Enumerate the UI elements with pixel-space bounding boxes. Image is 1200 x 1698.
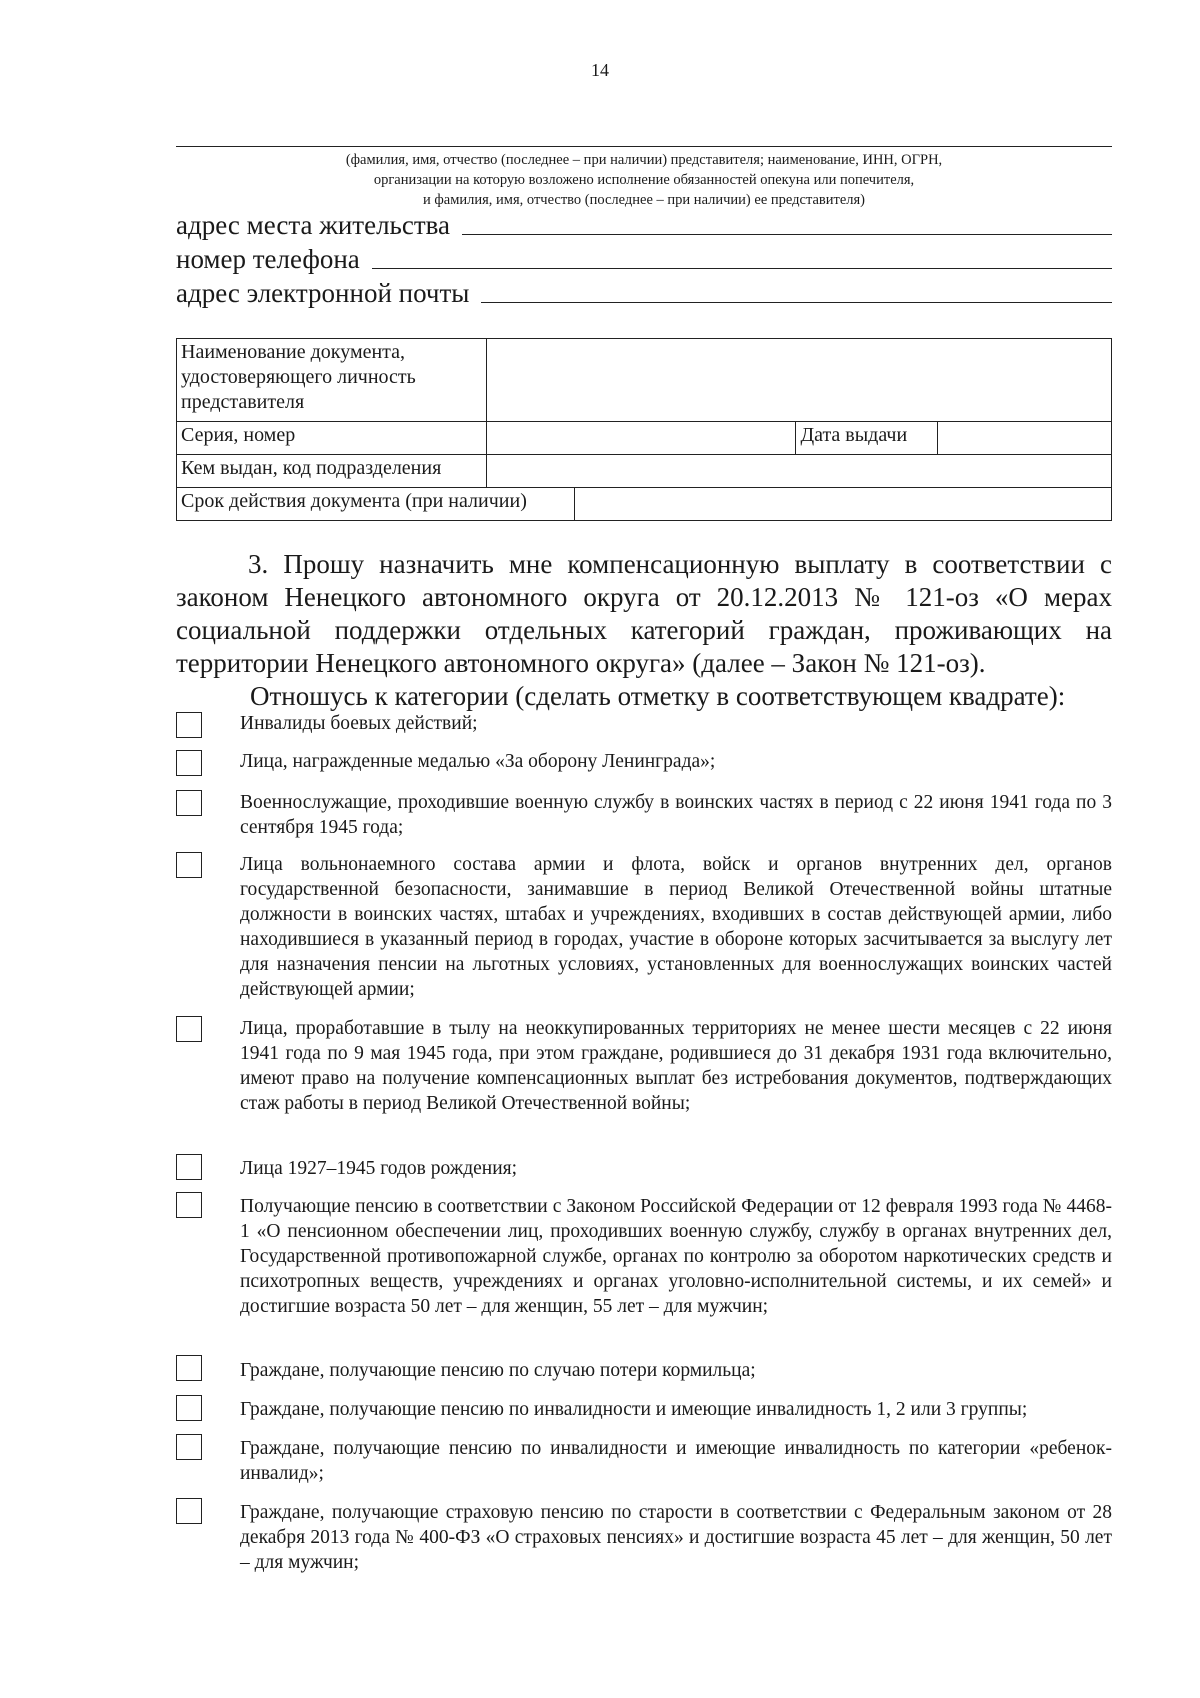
page-number: 14 xyxy=(591,60,609,80)
phone-input-line[interactable] xyxy=(372,268,1112,269)
category-text-6: Лица 1927–1945 годов рождения; xyxy=(240,1158,518,1179)
address-input-line[interactable] xyxy=(462,234,1112,235)
category-text-5: Лица, проработавшие в тылу на неоккупированных территориях не менее шести месяцев с 22 июня 1941 года по 9 мая 1945 года, при этом граждане, родившиеся до 31 декабря 1931 года включительно, имеют право на получение компенсационных выплат без истребования документов, подтверждающих стаж работы в период Великой Отечественной войны; xyxy=(240,1018,1112,1114)
representative-caption-line-2: организации на которую возложено исполнение обязанностей опекуна или попечителя, xyxy=(373,172,915,188)
representative-document-table xyxy=(176,338,1112,521)
email-field xyxy=(176,278,1112,309)
validity-cell[interactable] xyxy=(574,488,1111,521)
category-checkbox-1[interactable] xyxy=(176,712,202,738)
phone-label: номер телефона xyxy=(176,244,360,274)
series-number-cell[interactable] xyxy=(486,422,796,455)
category-checkbox-6[interactable] xyxy=(176,1154,202,1180)
category-checkbox-9[interactable] xyxy=(176,1395,202,1421)
category-checkbox-3[interactable] xyxy=(176,790,202,816)
category-checkbox-7[interactable] xyxy=(176,1192,202,1218)
category-text-7: Получающие пенсию в соответствии с Законом Российской Федерации от 12 февраля 1993 года № 4468-1 «О пенсионном обеспечении лиц, проходивших военную службу, службу в органах внутренних дел, Государственной противопожарной службе, органах по контролю за оборотом наркотических средств и психотропных веществ, учреждениях и органах уголовно-исполнительной системы, и их семей» и достигшие возраста 50 лет – для женщин, 55 лет – для мужчин; xyxy=(240,1196,1112,1317)
address-label: адрес места жительства xyxy=(176,210,451,240)
category-text-8: Граждане, получающие пенсию по случаю потери кормильца; xyxy=(240,1360,756,1381)
issued-by-cell[interactable] xyxy=(486,455,1111,488)
category-checkbox-10[interactable] xyxy=(176,1434,202,1460)
section-3-text: Прошу назначить мне компенсационную выплату в соответствии с законом Ненецкого автономного округа от 20.12.2013 № 121-оз «О мерах социальной поддержки отдельных категорий граждан, проживающих на территории Ненецкого автономного округа» (далее – Закон № 121-оз). xyxy=(176,549,1113,678)
email-input-line[interactable] xyxy=(481,302,1112,303)
issue-date-cell[interactable] xyxy=(938,422,1112,455)
document-name-cell[interactable] xyxy=(486,339,1111,422)
address-field xyxy=(176,210,1112,241)
issued-by-label: Кем выдан, код подразделения xyxy=(177,455,487,488)
category-text-10: Граждане, получающие пенсию по инвалидности и имеющие инвалидность по категории «ребенок-инвалид»; xyxy=(240,1438,1112,1484)
validity-label: Срок действия документа (при наличии) xyxy=(177,488,575,521)
series-number-label: Серия, номер xyxy=(177,422,487,455)
category-text-3: Военнослужащие, проходившие военную службу в воинских частях в период с 22 июня 1941 года по 3 сентября 1945 года; xyxy=(240,792,1112,838)
category-text-1: Инвалиды боевых действий; xyxy=(240,713,478,734)
category-text-9: Граждане, получающие пенсию по инвалидности и имеющие инвалидность 1, 2 или 3 группы; xyxy=(240,1399,1028,1420)
category-text-4: Лица вольнонаемного состава армии и флота, войск и органов внутренних дел, органов государственной безопасности, занимавшие в период Великой Отечественной войны штатные должности в воинских частях, штабах и учреждениях, входивших в состав действующей армии, либо находившиеся в указанный период в городах, участие в обороне которых засчитывается за выслугу лет для назначения пенсии на льготных условиях, установленных для военнослужащих воинских частей действующей армии; xyxy=(240,854,1112,1000)
category-text-11: Граждане, получающие страховую пенсию по старости в соответствии с Федеральным законом от 28 декабря 2013 года № 400-ФЗ «О страховых пенсиях» и достигшие возраста 45 лет – для женщин, 50 лет – для мужчин; xyxy=(240,1502,1112,1573)
document-name-label: Наименование документа, удостоверяющего личность представителя xyxy=(177,339,487,422)
representative-name-line[interactable] xyxy=(176,146,1112,147)
issue-date-label: Дата выдачи xyxy=(796,422,938,455)
category-checkbox-2[interactable] xyxy=(176,750,202,776)
representative-caption-line-1: (фамилия, имя, отчество (последнее – при наличии) представителя; наименование, ИНН, ОГРН, xyxy=(345,152,943,168)
section-3-number: 3. xyxy=(248,549,269,579)
email-label: адрес электронной почты xyxy=(176,278,470,308)
phone-field xyxy=(176,244,1112,275)
category-checkbox-5[interactable] xyxy=(176,1016,202,1042)
representative-caption-line-3: и фамилия, имя, отчество (последнее – при наличии) ее представителя) xyxy=(422,192,866,208)
category-checkbox-11[interactable] xyxy=(176,1498,202,1524)
category-text-2: Лица, награжденные медалью «За оборону Ленинграда»; xyxy=(240,751,716,772)
category-heading: Отношусь к категории (сделать отметку в соответствующем квадрате): xyxy=(250,681,1066,711)
category-checkbox-8[interactable] xyxy=(176,1355,202,1381)
category-checkbox-4[interactable] xyxy=(176,852,202,878)
section-3-paragraph xyxy=(176,548,1112,680)
